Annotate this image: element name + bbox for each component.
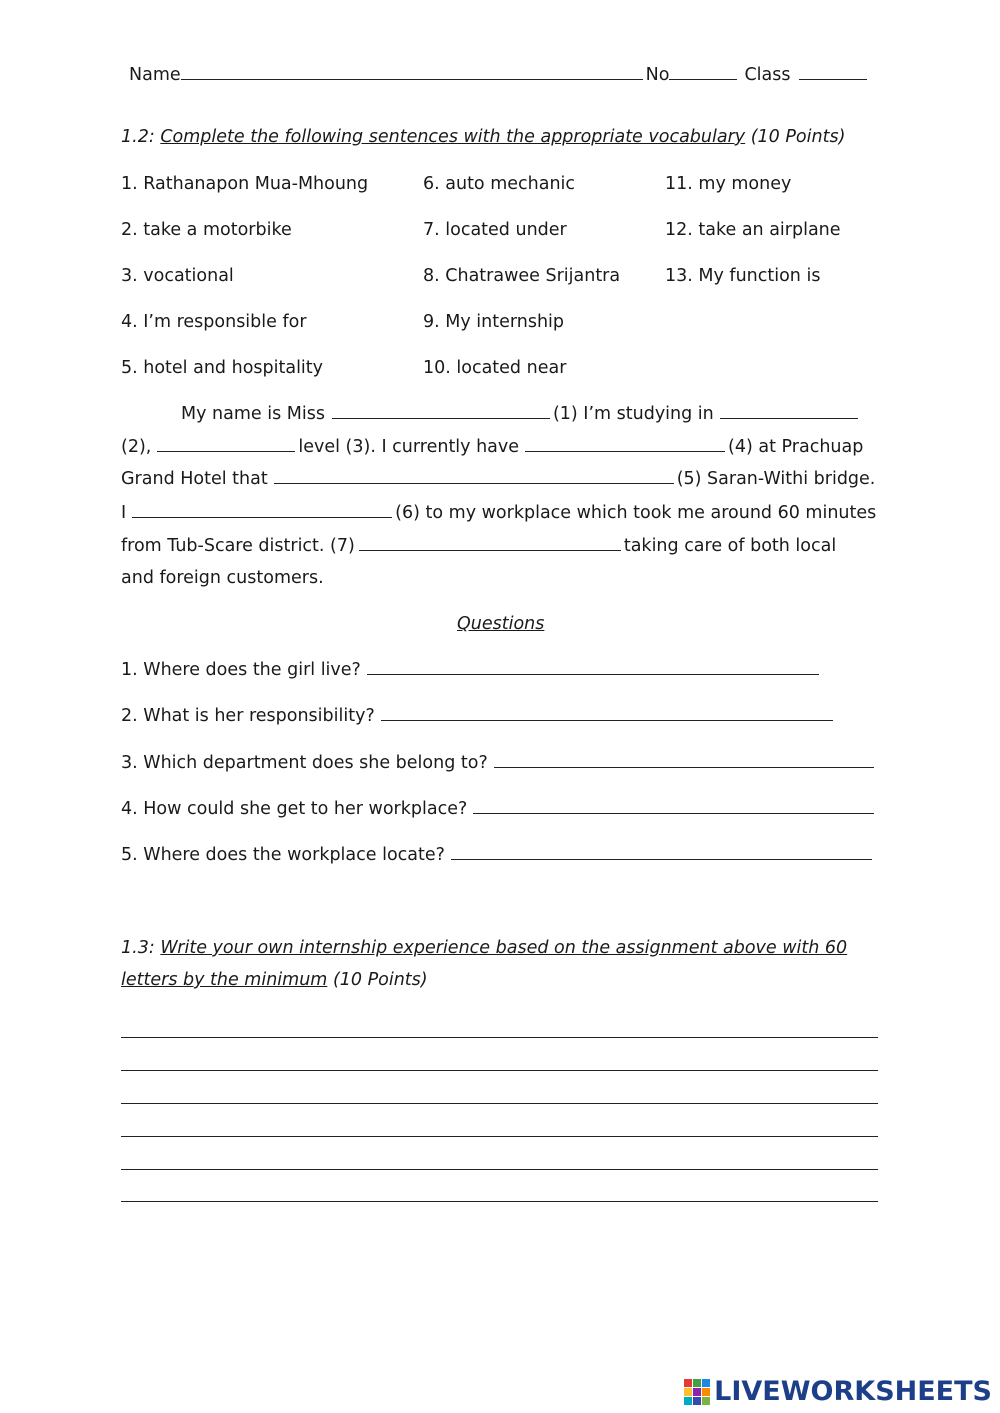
name-field[interactable] bbox=[181, 78, 643, 80]
writing-line[interactable] bbox=[121, 1103, 878, 1104]
passage-text: (6) to my workplace which took me around 60 minutes bbox=[395, 503, 877, 523]
section-number: 1.2: bbox=[121, 127, 155, 147]
section-1-3-heading-line-2 bbox=[121, 970, 428, 990]
answer-field[interactable] bbox=[451, 858, 872, 860]
passage-line-4 bbox=[121, 503, 876, 523]
question-text: 1. Where does the girl live? bbox=[121, 660, 361, 680]
writing-line[interactable] bbox=[121, 1201, 878, 1202]
question-row bbox=[121, 660, 822, 680]
vocab-item: 7. located under bbox=[423, 220, 567, 240]
logo-text: LIVEWORKSHEETS bbox=[714, 1376, 992, 1407]
passage-text: (5) Saran-Withi bridge. bbox=[676, 469, 876, 489]
section-instruction: Write your own internship experience based on the assignment above with 60 bbox=[160, 938, 848, 958]
question-row bbox=[121, 845, 875, 865]
question-row bbox=[121, 706, 836, 726]
vocab-item: 3. vocational bbox=[121, 266, 234, 286]
blank-7[interactable] bbox=[359, 549, 621, 551]
passage-line-6: and foreign customers. bbox=[121, 568, 324, 588]
name-label: Name bbox=[129, 65, 181, 85]
blank-6[interactable] bbox=[132, 516, 392, 518]
writing-line[interactable] bbox=[121, 1037, 878, 1038]
section-1-3-heading-line-1 bbox=[121, 938, 847, 958]
no-field[interactable] bbox=[669, 78, 737, 80]
answer-field[interactable] bbox=[494, 766, 874, 768]
answer-field[interactable] bbox=[473, 812, 874, 814]
section-1-2-heading bbox=[121, 127, 845, 147]
passage-text: (2), bbox=[121, 437, 152, 457]
blank-5[interactable] bbox=[274, 482, 674, 484]
liveworksheets-logo bbox=[684, 1376, 992, 1407]
passage-text: My name is Miss bbox=[181, 404, 325, 424]
question-row bbox=[121, 753, 877, 773]
passage-text: (1) I’m studying in bbox=[552, 404, 714, 424]
answer-field[interactable] bbox=[381, 719, 833, 721]
vocab-item: 4. I’m responsible for bbox=[121, 312, 307, 332]
vocab-item: 2. take a motorbike bbox=[121, 220, 292, 240]
writing-line[interactable] bbox=[121, 1070, 878, 1071]
passage-text: (4) at Prachuap bbox=[728, 437, 864, 457]
section-instruction: letters by the minimum bbox=[121, 970, 328, 990]
section-number: 1.3: bbox=[121, 938, 155, 958]
questions-title: Questions bbox=[457, 614, 545, 634]
passage-text: level (3). I currently have bbox=[298, 437, 520, 457]
vocab-item: 11. my money bbox=[665, 174, 792, 194]
section-points: (10 Points) bbox=[750, 127, 846, 147]
answer-field[interactable] bbox=[367, 673, 819, 675]
vocab-item: 12. take an airplane bbox=[665, 220, 841, 240]
writing-line[interactable] bbox=[121, 1169, 878, 1170]
section-points: (10 Points) bbox=[332, 970, 428, 990]
passage-line-1 bbox=[181, 404, 861, 424]
writing-line[interactable] bbox=[121, 1136, 878, 1137]
blank-2[interactable] bbox=[720, 417, 858, 419]
question-text: 5. Where does the workplace locate? bbox=[121, 845, 445, 865]
class-label: Class bbox=[744, 65, 791, 85]
passage-text: from Tub-Scare district. (7) bbox=[121, 536, 355, 556]
question-text: 2. What is her responsibility? bbox=[121, 706, 375, 726]
blank-4[interactable] bbox=[525, 450, 725, 452]
passage-line-2 bbox=[121, 437, 863, 457]
logo-icon bbox=[684, 1379, 710, 1405]
passage-line-5 bbox=[121, 536, 836, 556]
vocab-item: 13. My function is bbox=[665, 266, 821, 286]
question-text: 3. Which department does she belong to? bbox=[121, 753, 488, 773]
blank-1[interactable] bbox=[332, 417, 550, 419]
passage-line-3 bbox=[121, 469, 875, 489]
class-field[interactable] bbox=[799, 78, 867, 80]
vocab-item: 10. located near bbox=[423, 358, 567, 378]
no-label: No bbox=[645, 65, 670, 85]
blank-3[interactable] bbox=[157, 450, 295, 452]
vocab-item: 1. Rathanapon Mua-Mhoung bbox=[121, 174, 369, 194]
question-row bbox=[121, 799, 877, 819]
vocab-item: 9. My internship bbox=[423, 312, 565, 332]
section-instruction: Complete the following sentences with the appropriate vocabulary bbox=[160, 127, 746, 147]
passage-text: taking care of both local bbox=[623, 536, 837, 556]
passage-text: Grand Hotel that bbox=[121, 469, 268, 489]
question-text: 4. How could she get to her workplace? bbox=[121, 799, 468, 819]
vocab-item: 6. auto mechanic bbox=[423, 174, 576, 194]
vocab-item: 8. Chatrawee Srijantra bbox=[423, 266, 621, 286]
header-row bbox=[129, 65, 870, 85]
passage-text: I bbox=[121, 503, 127, 523]
vocab-item: 5. hotel and hospitality bbox=[121, 358, 324, 378]
